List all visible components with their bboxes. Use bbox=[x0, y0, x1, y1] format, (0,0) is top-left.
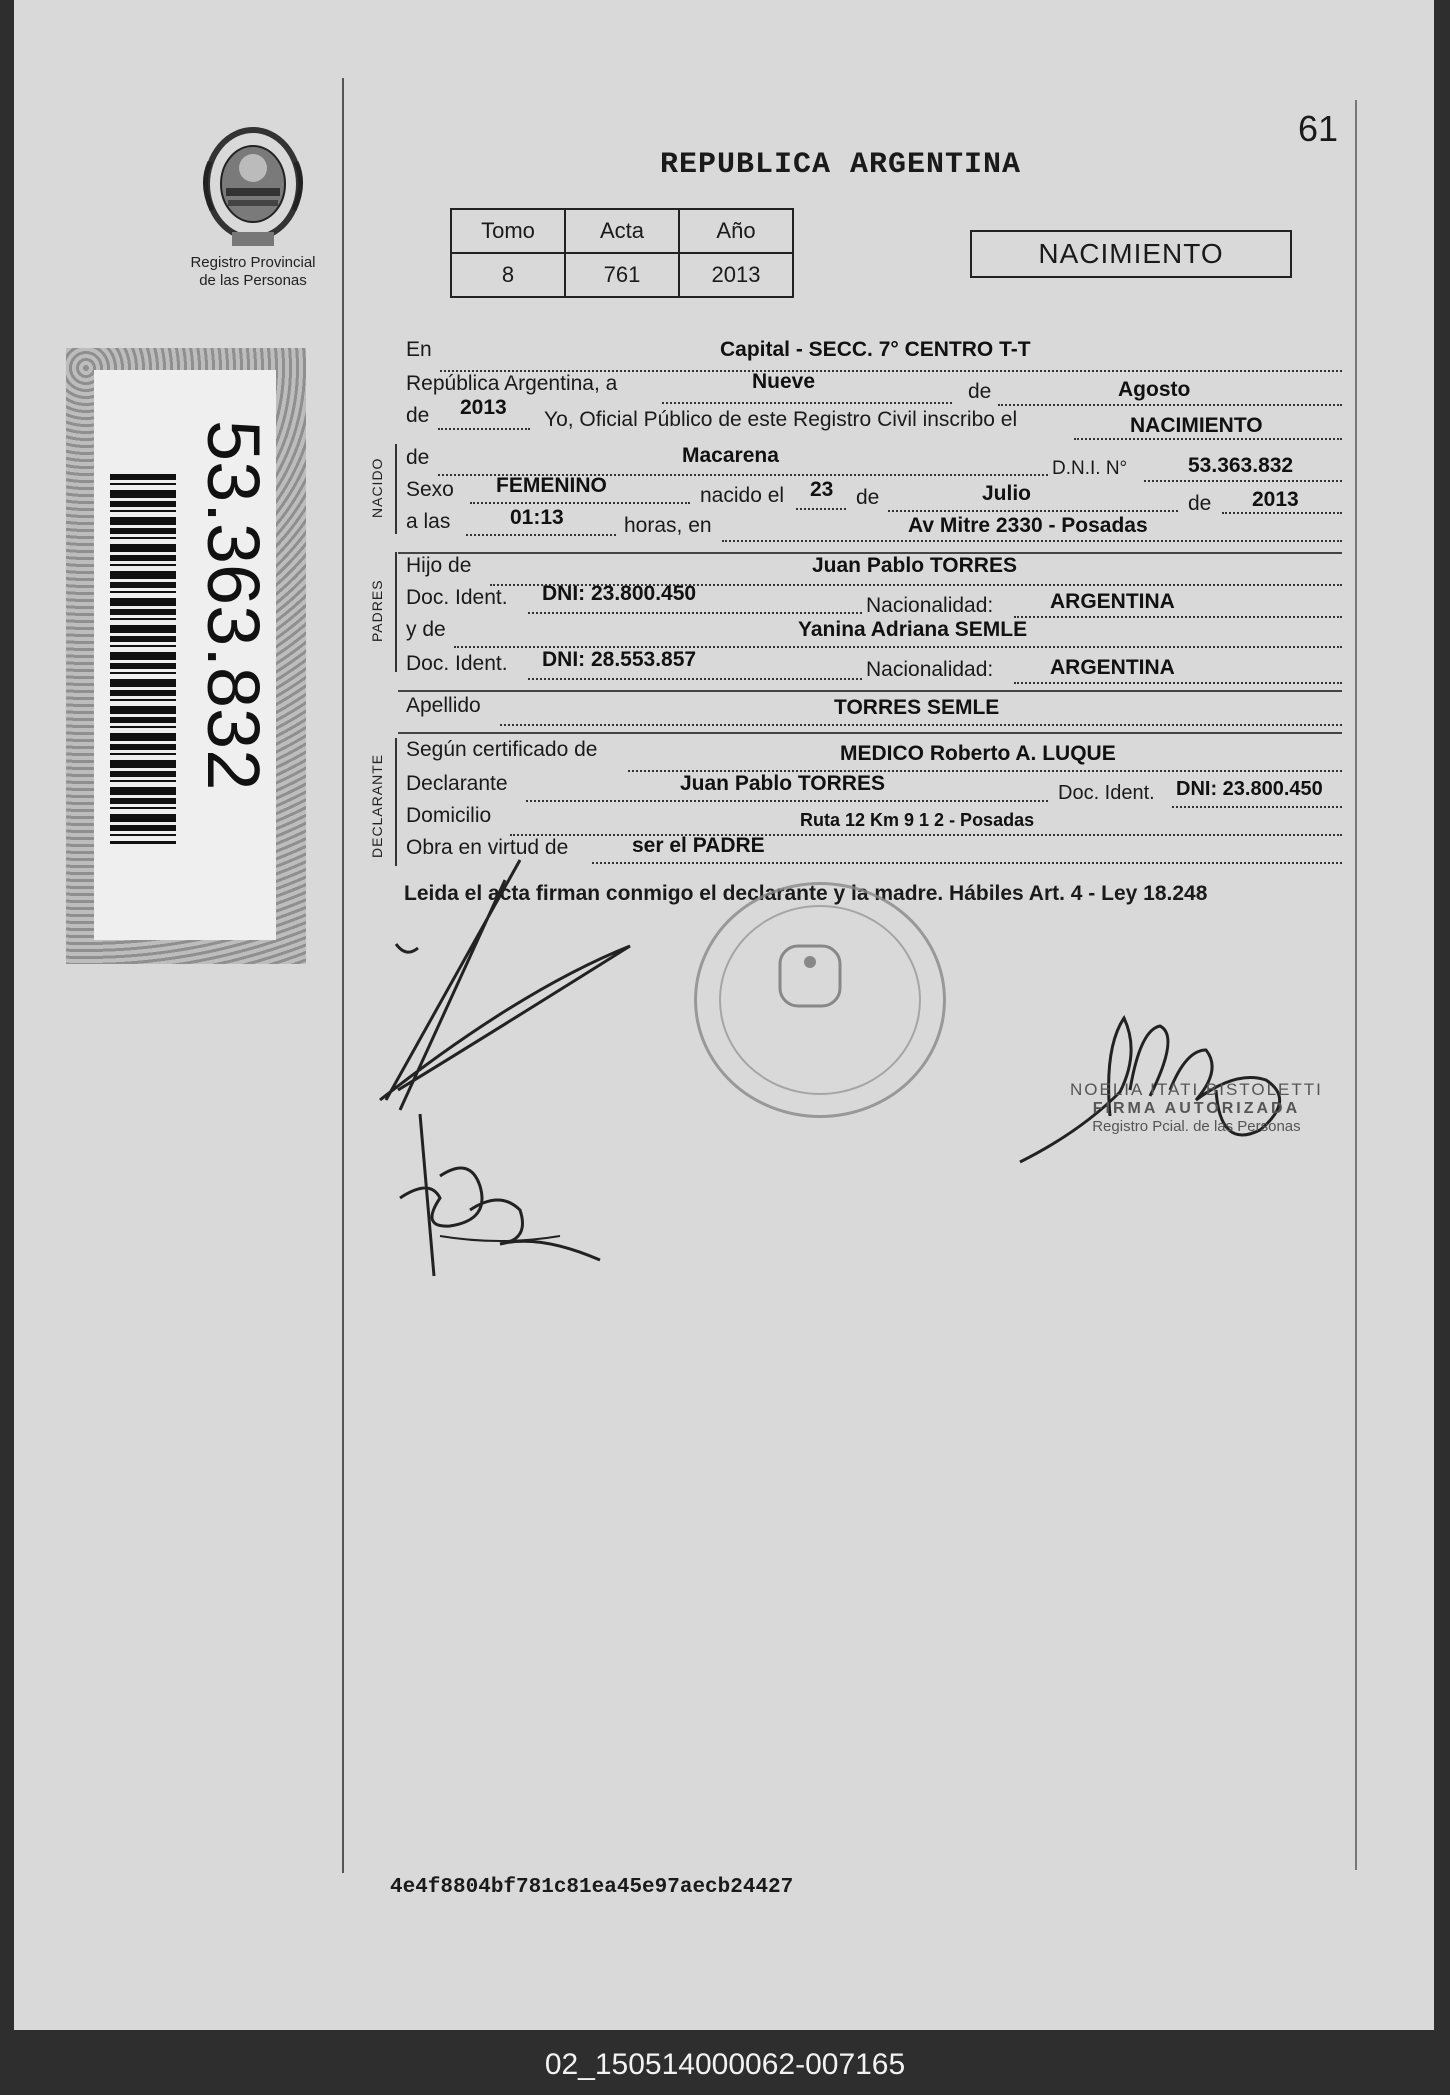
value-born-year: 2013 bbox=[1252, 488, 1299, 511]
side-label-declarante: DECLARANTE bbox=[369, 753, 385, 858]
value-born-month: Julio bbox=[982, 482, 1032, 505]
value-father-name: Juan Pablo TORRES bbox=[812, 554, 1017, 577]
page-number: 61 bbox=[1298, 108, 1339, 149]
label-doc-father: Doc. Ident. bbox=[406, 586, 508, 609]
official-name: NOELIA ITATI BISTOLETTI bbox=[1070, 1080, 1323, 1099]
table-value-tomo: 8 bbox=[451, 253, 565, 297]
label-time: a las bbox=[406, 510, 451, 533]
table-header-acta: Acta bbox=[565, 209, 679, 253]
value-domicile: Ruta 12 Km 9 1 2 - Posadas bbox=[800, 810, 1035, 830]
label-acts: Obra en virtud de bbox=[406, 836, 569, 859]
value-acts: ser el PADRE bbox=[632, 834, 765, 857]
value-year: 2013 bbox=[460, 396, 507, 419]
record-type-box: NACIMIENTO bbox=[970, 230, 1292, 278]
registry-caption-line1: Registro Provincial bbox=[190, 254, 316, 271]
label-certificate: Según certificado de bbox=[406, 738, 598, 761]
page-title: REPUBLICA ARGENTINA bbox=[660, 148, 1022, 182]
label-de-month: de bbox=[968, 380, 992, 403]
authorized-signature-block bbox=[1070, 1080, 1323, 1135]
value-day-word: Nueve bbox=[752, 370, 816, 393]
value-declarant-name: Juan Pablo TORRES bbox=[680, 772, 885, 795]
value-sex: FEMENINO bbox=[496, 474, 607, 497]
label-dni: D.N.I. N° bbox=[1052, 458, 1128, 479]
value-dni: 53.363.832 bbox=[1188, 454, 1294, 477]
value-record-kind: NACIMIENTO bbox=[1130, 414, 1263, 437]
value-mother-name: Yanina Adriana SEMLE bbox=[798, 618, 1028, 641]
label-declarant: Declarante bbox=[406, 772, 508, 795]
label-sex: Sexo bbox=[406, 478, 454, 501]
official-org: Registro Pcial. de las Personas bbox=[1092, 1118, 1301, 1135]
label-en: En bbox=[406, 338, 432, 361]
table-header-ano: Año bbox=[679, 209, 793, 253]
label-born-de2: de bbox=[1188, 492, 1212, 515]
label-doc-mother: Doc. Ident. bbox=[406, 652, 508, 675]
value-time: 01:13 bbox=[510, 506, 564, 529]
label-officer-text: Yo, Oficial Público de este Registro Civil inscribo el bbox=[544, 408, 1018, 431]
document-hash: 4e4f8804bf781c81ea45e97aecb24427 bbox=[390, 1876, 794, 1899]
table-header-tomo: Tomo bbox=[451, 209, 565, 253]
value-surname: TORRES SEMLE bbox=[834, 696, 1000, 719]
value-declarant-doc: DNI: 23.800.450 bbox=[1176, 778, 1323, 800]
side-label-padres: PADRES bbox=[369, 579, 385, 642]
value-mother-doc: DNI: 28.553.857 bbox=[542, 648, 697, 671]
value-mother-nationality: ARGENTINA bbox=[1050, 656, 1175, 679]
label-doc-declarant: Doc. Ident. bbox=[1058, 782, 1155, 804]
label-born: nacido el bbox=[700, 484, 785, 507]
table-value-ano: 2013 bbox=[679, 253, 793, 297]
label-child-of: Hijo de bbox=[406, 554, 472, 577]
label-hours: horas, en bbox=[624, 514, 712, 537]
value-month: Agosto bbox=[1118, 378, 1191, 401]
value-address: Av Mitre 2330 - Posadas bbox=[908, 514, 1148, 537]
barcode-number: 53.363.832 bbox=[192, 420, 275, 791]
table-value-acta: 761 bbox=[565, 253, 679, 297]
value-name: Macarena bbox=[682, 444, 779, 467]
value-born-day: 23 bbox=[810, 478, 834, 501]
value-place: Capital - SECC. 7° CENTRO T-T bbox=[720, 338, 1031, 361]
value-father-nationality: ARGENTINA bbox=[1050, 590, 1175, 613]
value-father-doc: DNI: 23.800.450 bbox=[542, 582, 697, 605]
label-nationality-father: Nacionalidad: bbox=[866, 594, 994, 617]
label-born-de1: de bbox=[856, 486, 880, 509]
label-surname: Apellido bbox=[406, 694, 481, 717]
value-certificate: MEDICO Roberto A. LUQUE bbox=[840, 742, 1116, 765]
reading-statement: Leida el acta firman conmigo el declarante y la madre. Hábiles Art. 4 - Ley 18.248 bbox=[404, 882, 1208, 905]
label-and: y de bbox=[406, 618, 446, 641]
label-nationality-mother: Nacionalidad: bbox=[866, 658, 994, 681]
registry-caption-line2: de las Personas bbox=[199, 272, 307, 289]
label-de-year: de bbox=[406, 404, 430, 427]
official-role: FIRMA AUTORIZADA bbox=[1092, 1100, 1301, 1117]
label-republica: República Argentina, a bbox=[406, 372, 618, 395]
scan-footer-id: 02_150514000062-007165 bbox=[544, 2048, 906, 2081]
side-label-nacido: NACIDO bbox=[369, 457, 385, 518]
label-domicile: Domicilio bbox=[406, 804, 492, 827]
label-name-de: de bbox=[406, 446, 430, 469]
